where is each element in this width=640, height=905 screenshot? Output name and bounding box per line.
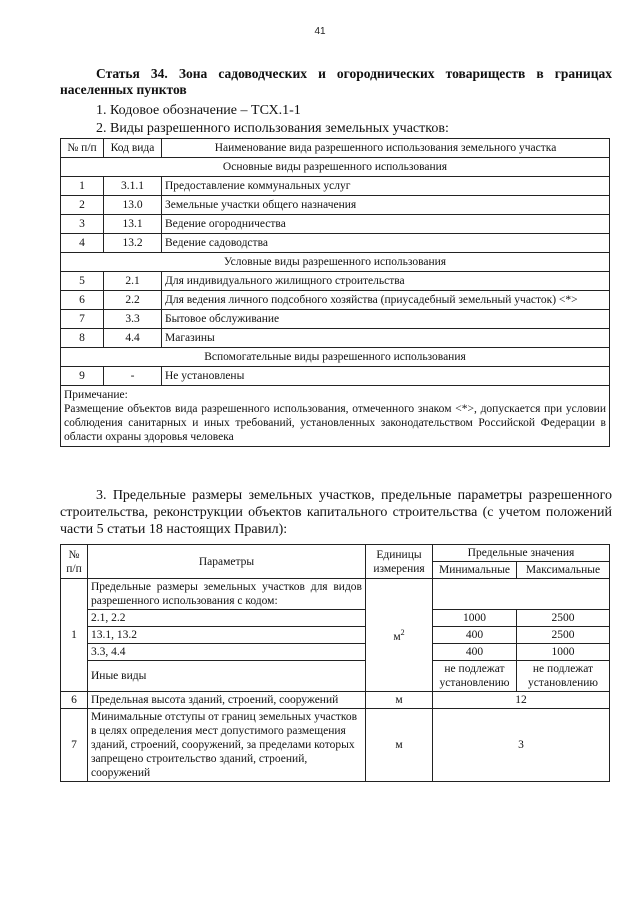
- table-row: [61, 644, 610, 661]
- page-number: 41: [314, 26, 326, 37]
- min-value: 1000: [433, 610, 517, 627]
- table-row: [61, 272, 610, 291]
- row-name: Магазины: [162, 329, 610, 348]
- col-num-header: № п/п: [61, 545, 88, 579]
- sub-label: 13.1, 13.2: [88, 627, 366, 644]
- table-row: [61, 579, 610, 610]
- row-param: Минимальные отступы от границ земельных участков в целях определения мест допустимого размещения зданий, строений, сооружений, за пределами которых запрещено строительство зданий, строений, сооружений: [88, 709, 366, 782]
- col-limits-header: Предельные значения: [433, 545, 610, 562]
- col-params-header: Параметры: [88, 545, 366, 579]
- table-row: [61, 329, 610, 348]
- col-num-header: № п/п: [61, 139, 104, 158]
- table-header-row: [61, 545, 610, 562]
- row-num: 4: [61, 234, 104, 253]
- row-unit: м: [366, 692, 433, 709]
- row-num: 1: [61, 579, 88, 692]
- col-units-header: Единицы измерения: [366, 545, 433, 579]
- row-name: Не установлены: [162, 367, 610, 386]
- section-row: [61, 253, 610, 272]
- row-code: 13.0: [104, 196, 162, 215]
- row-num: 7: [61, 709, 88, 782]
- row-code: 13.1: [104, 215, 162, 234]
- row-value: 3: [433, 709, 610, 782]
- item-code-designation: 1. Кодовое обозначение – ТСХ.1-1: [96, 103, 301, 118]
- unit-sup: 2: [400, 628, 405, 638]
- row-num: 7: [61, 310, 104, 329]
- table-row: [61, 196, 610, 215]
- article-heading: Статья 34. Зона садоводческих и огороднических товариществ в границах населенных пунктов: [60, 66, 612, 97]
- table-row: [61, 692, 610, 709]
- permitted-uses-table: [60, 138, 610, 447]
- row-name: Бытовое обслуживание: [162, 310, 610, 329]
- table-row: [61, 627, 610, 644]
- row-num: 2: [61, 196, 104, 215]
- min-value: не подлежат установлению: [433, 661, 517, 692]
- empty-cell: [433, 579, 610, 610]
- table-header-row: [61, 139, 610, 158]
- row-code: 3.1.1: [104, 177, 162, 196]
- table-row: [61, 610, 610, 627]
- row-name: Для индивидуального жилищного строительства: [162, 272, 610, 291]
- row-num: 6: [61, 291, 104, 310]
- row-param: Предельные размеры земельных участков для видов разрешенного использования с кодом:: [88, 579, 366, 610]
- table-row: [61, 367, 610, 386]
- row-name: Ведение огородничества: [162, 215, 610, 234]
- row-code: 13.2: [104, 234, 162, 253]
- row-code: -: [104, 367, 162, 386]
- table-row: [61, 661, 610, 692]
- max-value: не подлежат установлению: [517, 661, 610, 692]
- row-name: Предоставление коммунальных услуг: [162, 177, 610, 196]
- row-param: Предельная высота зданий, строений, сооружений: [88, 692, 366, 709]
- row-name: Земельные участки общего назначения: [162, 196, 610, 215]
- row-num: 8: [61, 329, 104, 348]
- section-title: Условные виды разрешенного использования: [61, 253, 610, 272]
- row-name: Ведение садоводства: [162, 234, 610, 253]
- section-row: [61, 348, 610, 367]
- max-value: 2500: [517, 610, 610, 627]
- col-code-header: Код вида: [104, 139, 162, 158]
- min-value: 400: [433, 644, 517, 661]
- table-row: [61, 291, 610, 310]
- row-code: 4.4: [104, 329, 162, 348]
- note-text: Размещение объектов вида разрешенного использования, отмеченного знаком <*>, допускается при условии соблюдения санитарных и иных требований, установленных законодательством Российской Федерации в области охраны здоровья человека: [64, 403, 606, 443]
- row-num: 3: [61, 215, 104, 234]
- row-num: 9: [61, 367, 104, 386]
- row-code: 2.2: [104, 291, 162, 310]
- row-num: 1: [61, 177, 104, 196]
- note-cell: [61, 386, 610, 447]
- section-3-heading: 3. Предельные размеры земельных участков, предельные параметры разрешенного строительства, реконструкции объектов капитального строительства (с учетом положений части 5 статьи 18 настоящих Правил):: [60, 488, 612, 537]
- section-title: Основные виды разрешенного использования: [61, 158, 610, 177]
- unit-base: м: [393, 630, 401, 643]
- row-name: Для ведения личного подсобного хозяйства (приусадебный земельный участок) <*>: [162, 291, 610, 310]
- table-row: [61, 234, 610, 253]
- col-name-header: Наименование вида разрешенного использования земельного участка: [162, 139, 610, 158]
- table-row: [61, 310, 610, 329]
- sub-label: 2.1, 2.2: [88, 610, 366, 627]
- max-value: 2500: [517, 627, 610, 644]
- row-unit: м: [366, 709, 433, 782]
- sub-label: Иные виды: [88, 661, 366, 692]
- note-label: Примечание:: [64, 389, 128, 401]
- col-max-header: Максимальные: [517, 562, 610, 579]
- min-value: 400: [433, 627, 517, 644]
- table-row: [61, 215, 610, 234]
- limits-table: [60, 544, 610, 782]
- col-min-header: Минимальные: [433, 562, 517, 579]
- row-num: 5: [61, 272, 104, 291]
- row-value: 12: [433, 692, 610, 709]
- row-num: 6: [61, 692, 88, 709]
- note-row: [61, 386, 610, 447]
- sub-label: 3.3, 4.4: [88, 644, 366, 661]
- max-value: 1000: [517, 644, 610, 661]
- item-permitted-uses: 2. Виды разрешенного использования земельных участков:: [96, 121, 449, 136]
- section-row: [61, 158, 610, 177]
- table-row: [61, 709, 610, 782]
- table-row: [61, 177, 610, 196]
- row-unit: [366, 579, 433, 692]
- row-code: 2.1: [104, 272, 162, 291]
- section-title: Вспомогательные виды разрешенного использования: [61, 348, 610, 367]
- row-code: 3.3: [104, 310, 162, 329]
